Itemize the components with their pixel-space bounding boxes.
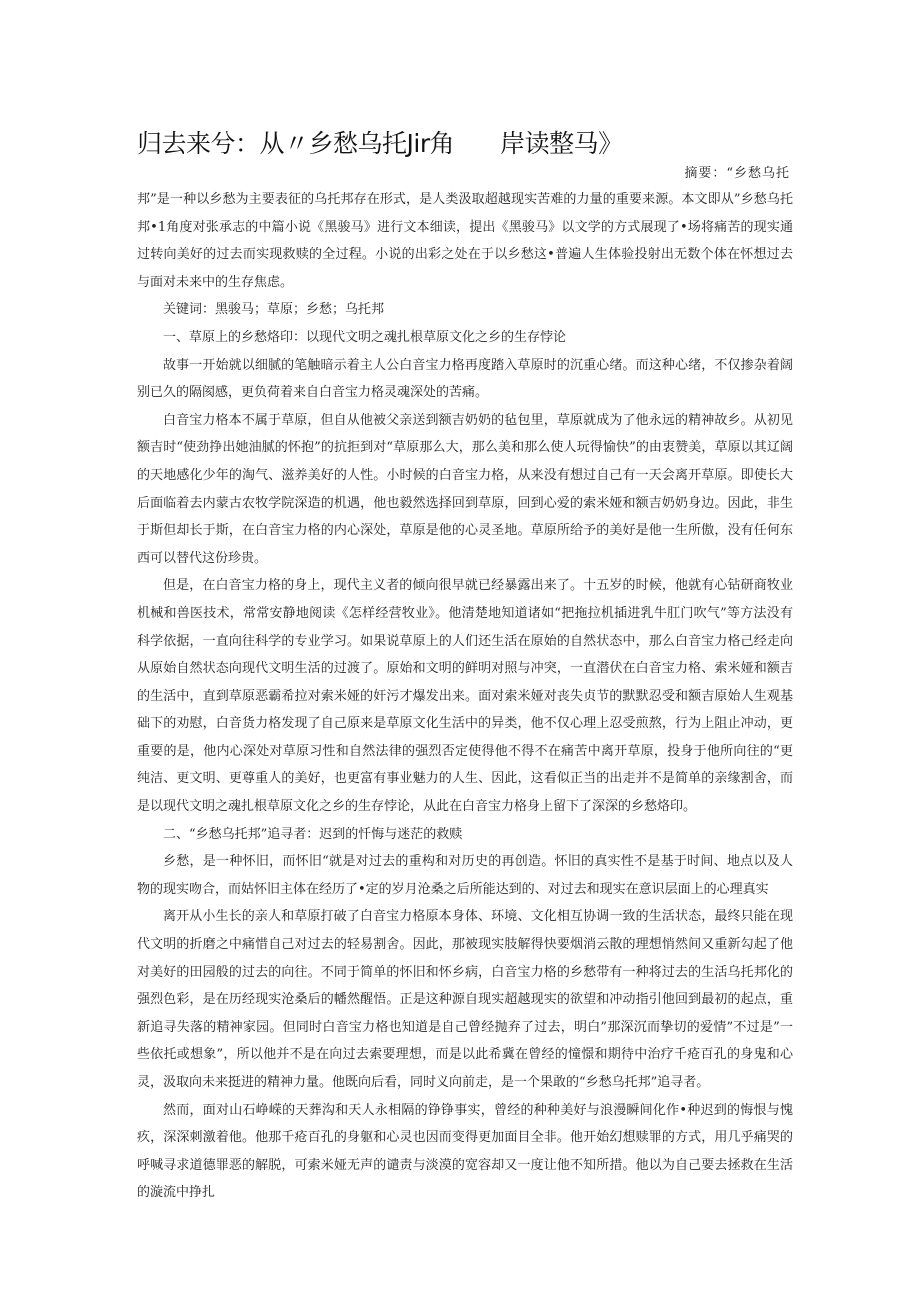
keywords: 关键词：黑骏马；草原；乡愁；乌托邦 bbox=[163, 302, 385, 318]
body-paragraph: 但是，在白音宝力格的身上，现代主义者的倾向很早就已经暴露出来了。十五岁的时候，他就有心钻研商牧业机械和兽医技术，常常安静地阅读《怎样经营牧业》。他清楚地知道诸如“把拖拉机插进乳牛肛门吹气”等方法没有科学依据，一直向往科学的专业学习。如果说草原上的人们还生活在原始的自然状态中，那么白音宝力格己经走向从原始自然状态向现代文明生活的过渡了。原始和文明的鲜明对照与冲突，一直潜伏在白音宝力格、索米娅和额吉的生活中，直到草原恶霸希拉对索米娅的奸污才爆发出来。面对索米娅对丧失贞节的默默忍受和额吉原始人生观基础下的劝慰，白音货力格发现了自己原来是草原文化生活中的异类，他不仅心理上忍受煎熬，行为上阻止冲动，更重要的是，他内心深处对草原习性和自然法律的强烈否定使得他不得不在痛苦中离开草原，投身于他所向往的“更纯洁、更文明、更尊重人的美好，也更富有事业魅力的人生、因此，这看似正当的出走并不是简单的亲缘割舍，而是以现代文明之魂扎根草原文化之乡的生存悖论，从此在白音宝力格身上留下了深深的乡愁烙印。 bbox=[137, 578, 793, 815]
body-paragraph: 白音宝力格本不属于草原，但自从他被父亲送到额吉奶奶的毡包里，草原就成为了他永远的精神故乡。从初见额吉时“使劲挣出她油腻的怀抱”的抗拒到对“草原那么大，那么美和那么使人玩得愉快”的由衷赞美，草原以其辽阔的天地感化少年的淘气、滋养美好的人性。小时候的白音宝力格，从来没有想过自己有一天会离开草原。即使长大后面临着去内蒙古农牧学院深造的机遇，他也毅然选择回到草原，回到心爱的索米娅和额吉奶奶身边。因此，非生于斯但却长于斯，在白音宝力格的内心深处，草原是他的心灵圣地。草原所给予的美好是他一生所傲，没有任何东西可以替代这份珍贵。 bbox=[137, 412, 793, 566]
section-heading-1: 一、草原上的乡愁烙印：以现代文明之魂扎根草原文化之乡的生存悖论 bbox=[163, 329, 567, 345]
document-body bbox=[137, 186, 793, 1207]
abstract-text: 邦”是一种以乡愁为主要表征的乌托邦存在形式，是人类汲取超越现实苦难的力量的重要来源。本文即从”乡愁乌托邦•1角度对张承志的中篇小说《黑骏马》进行文本细读，提出《黑骏马》以文学的方式展现了•场将痛苦的现实通过转向美好的过去而实现救赎的全过程。小说的出彩之处在于以乡愁这•普遍人生体验投射出无数个体在怀想过去与面对未来中的生存焦虑。 bbox=[137, 192, 793, 290]
abstract-label: 摘要：“乡愁乌托 bbox=[684, 166, 790, 181]
body-paragraph: 乡愁，是一种怀旧，而怀旧“就是对过去的重构和对历史的再创造。怀旧的真实性不是基于时间、地点以及人物的现实吻合，而姑怀旧主体在经历了•定的岁月沧桑之后所能达到的、对过去和现实在意识层面上的心理真实 bbox=[137, 854, 793, 897]
document-title bbox=[137, 124, 623, 160]
body-paragraph: 然而，面对山石峥嵘的天葬沟和天人永相隔的铮铮事实，曾经的种种美好与浪漫瞬间化作•种迟到的悔恨与愧疚，深深刺激着他。他那千疮百孔的身躯和心灵也因而变得更加面目全非。他开始幻想赎罪的方式，用几乎痛哭的呼喊寻求道德罪恶的解脱，可索米娅无声的谴责与淡漠的宽容却又一度让他不知所措。他以为自己要去拯救在生活的漩流中挣扎 bbox=[137, 1102, 793, 1201]
section-heading-2: 二、“乡愁乌托邦”追寻者：迟到的忏悔与迷茫的救赎 bbox=[163, 826, 463, 842]
body-paragraph: 故事一开始就以细腻的笔触暗示着主人公白音宝力格再度踏入草原时的沉重心绪。而这种心绪，不仅掺杂着阔别已久的隔阂感，更负荷着来自白音宝力格灵魂深处的苦痛。 bbox=[137, 357, 793, 401]
title-part-1: 归去来兮：从〃乡愁乌托Jir角 bbox=[137, 129, 455, 158]
body-paragraph: 离开从小生长的亲人和草原打破了白音宝力格原本身体、环境、文化相互协调一致的生活状态，最终只能在现代文明的折磨之中痛惜自己对过去的轻易割舍。因此，那被现实肢解得快要烟消云散的理想悄然间又重新勾起了他对美好的田园般的过去的向往。不同于简单的怀旧和怀乡病，白音宝力格的乡愁带有一种将过去的生活乌托邦化的强烈色彩，是在历经现实沧桑后的幡然醒悟。正是这种源自现实超越现实的欲望和冲动指引他回到最初的起点，重新追寻失落的精神家园。但同时白音宝力格也知道是自己曾经抛弃了过去，明白”那深沉而挚切的爱情”不过是”一些依托或想象”，所以他并不是在向过去索要理想，而是以此希冀在曾经的憧憬和期待中治疗千疮百孔的身鬼和心灵，汲取向未来挺进的精神力量。他既向后看，同时义向前走，是一个果敢的“乡愁乌托邦”追寻者。 bbox=[137, 909, 793, 1090]
title-part-2: 岸读整马》 bbox=[500, 129, 623, 158]
